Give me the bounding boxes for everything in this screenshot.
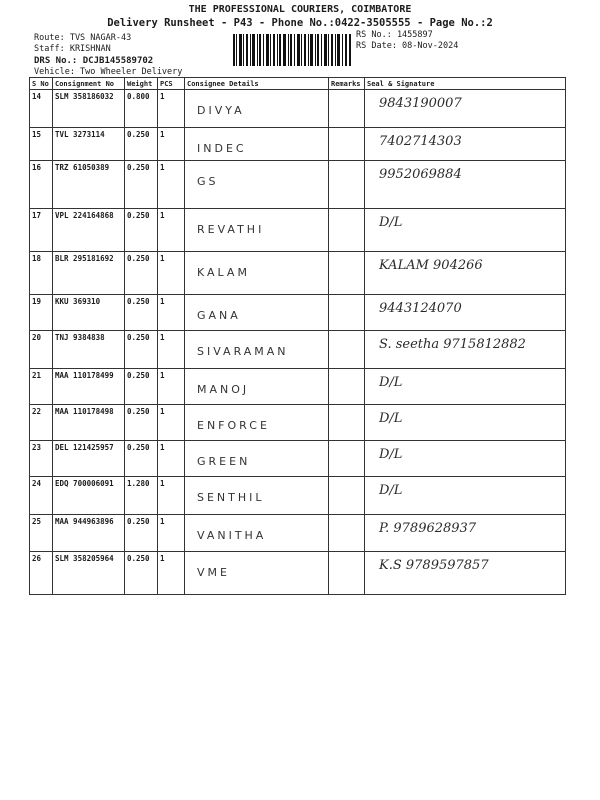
handwritten-signature: 9443124070 [379, 301, 462, 316]
handwritten-signature: 9952069884 [379, 167, 462, 182]
pcs-cell: 1 [158, 369, 185, 405]
col-pcs-header: PCS [158, 78, 185, 90]
weight-cell: 0.250 [125, 295, 158, 331]
weight-cell: 0.250 [125, 369, 158, 405]
pcs-cell: 1 [158, 477, 185, 515]
pcs-cell: 1 [158, 552, 185, 595]
serial-number-cell: 21 [30, 369, 53, 405]
staff-label: Staff: KRISHNAN [34, 43, 111, 54]
pcs-cell: 1 [158, 252, 185, 295]
consignee-name: ENFORCE [197, 419, 270, 432]
serial-number-cell: 18 [30, 252, 53, 295]
consignee-cell [185, 90, 329, 128]
serial-number-cell: 24 [30, 477, 53, 515]
table-row [30, 252, 566, 295]
consignee-name: GS [197, 175, 219, 188]
weight-cell: 0.250 [125, 252, 158, 295]
remarks-cell [329, 552, 365, 595]
remarks-cell [329, 161, 365, 209]
table-row [30, 552, 566, 595]
consignee-cell [185, 161, 329, 209]
table-row [30, 477, 566, 515]
pcs-cell: 1 [158, 209, 185, 252]
handwritten-signature: D/L [379, 411, 403, 426]
weight-cell: 0.250 [125, 209, 158, 252]
remarks-cell [329, 295, 365, 331]
handwritten-signature: 7402714303 [379, 134, 462, 149]
handwritten-signature: KALAM 904266 [379, 258, 483, 273]
remarks-cell [329, 90, 365, 128]
col-consignment-header: Consignment No [53, 78, 125, 90]
consignee-cell [185, 295, 329, 331]
pcs-cell: 1 [158, 295, 185, 331]
remarks-cell [329, 515, 365, 552]
consignment-number-cell: VPL 224164868 [53, 209, 125, 252]
runsheet-rows [30, 90, 566, 595]
weight-cell: 0.250 [125, 161, 158, 209]
weight-cell: 0.250 [125, 405, 158, 441]
table-row [30, 369, 566, 405]
signature-cell [365, 477, 566, 515]
serial-number-cell: 19 [30, 295, 53, 331]
weight-cell: 0.250 [125, 441, 158, 477]
consignment-number-cell: SLM 358205964 [53, 552, 125, 595]
consignee-name: SIVARAMAN [197, 345, 289, 358]
consignee-cell [185, 477, 329, 515]
consignee-cell [185, 128, 329, 161]
runsheet-meta-right [356, 30, 458, 51]
weight-cell: 0.250 [125, 515, 158, 552]
consignee-name: REVATHI [197, 223, 265, 236]
weight-cell: 1.280 [125, 477, 158, 515]
pcs-cell: 1 [158, 128, 185, 161]
signature-cell [365, 90, 566, 128]
company-title: THE PROFESSIONAL COURIERS, COIMBATORE [188, 4, 412, 15]
table-header-row [30, 78, 566, 90]
vehicle-label: Vehicle: Two Wheeler Delivery [34, 66, 183, 77]
table-row [30, 90, 566, 128]
consignee-name: SENTHIL [197, 491, 265, 504]
signature-cell [365, 128, 566, 161]
remarks-cell [329, 405, 365, 441]
signature-cell [365, 295, 566, 331]
route-label: Route: TVS NAGAR-43 [34, 33, 132, 43]
consignment-number-cell: TNJ 9384838 [53, 331, 125, 369]
weight-cell: 0.250 [125, 331, 158, 369]
remarks-cell [329, 252, 365, 295]
table-row [30, 441, 566, 477]
runsheet-subtitle: Delivery Runsheet - P43 - Phone No.:0422-3505555 - Page No.:2 [107, 17, 493, 29]
consignment-number-cell: EDQ 700006091 [53, 477, 125, 515]
serial-number-cell: 25 [30, 515, 53, 552]
drs-number: DRS No.: DCJB145589702 [34, 56, 154, 66]
signature-cell [365, 331, 566, 369]
pcs-cell: 1 [158, 515, 185, 552]
remarks-cell [329, 331, 365, 369]
pcs-cell: 1 [158, 441, 185, 477]
signature-cell [365, 161, 566, 209]
serial-number-cell: 15 [30, 128, 53, 161]
consignment-number-cell: DEL 121425957 [53, 441, 125, 477]
serial-number-cell: 22 [30, 405, 53, 441]
consignee-cell [185, 441, 329, 477]
rs-number: RS No.: 1455897 [356, 30, 433, 40]
table-row [30, 161, 566, 209]
consignment-number-cell: MAA 110178498 [53, 405, 125, 441]
remarks-cell [329, 441, 365, 477]
col-remarks-header: Remarks [329, 78, 365, 90]
consignment-number-cell: SLM 358186032 [53, 90, 125, 128]
signature-cell [365, 209, 566, 252]
serial-number-cell: 23 [30, 441, 53, 477]
consignee-name: GREEN [197, 455, 251, 468]
table-row [30, 209, 566, 252]
handwritten-signature: K.S 9789597857 [379, 558, 489, 573]
consignee-name: GANA [197, 309, 241, 322]
consignment-number-cell: MAA 110178499 [53, 369, 125, 405]
runsheet-table [29, 77, 566, 595]
signature-cell [365, 515, 566, 552]
serial-number-cell: 17 [30, 209, 53, 252]
consignee-cell [185, 209, 329, 252]
table-row [30, 128, 566, 161]
barcode-image [232, 34, 352, 66]
col-consignee-header: Consignee Details [185, 78, 329, 90]
consignee-name: VANITHA [197, 529, 267, 542]
handwritten-signature: D/L [379, 483, 403, 498]
pcs-cell: 1 [158, 90, 185, 128]
handwritten-signature: D/L [379, 215, 403, 230]
pcs-cell: 1 [158, 405, 185, 441]
remarks-cell [329, 477, 365, 515]
signature-cell [365, 252, 566, 295]
consignee-cell [185, 405, 329, 441]
table-row [30, 331, 566, 369]
handwritten-signature: D/L [379, 447, 403, 462]
signature-cell [365, 405, 566, 441]
table-row [30, 295, 566, 331]
serial-number-cell: 20 [30, 331, 53, 369]
consignment-number-cell: MAA 944963896 [53, 515, 125, 552]
serial-number-cell: 26 [30, 552, 53, 595]
consignee-name: KALAM [197, 266, 250, 279]
consignee-cell [185, 331, 329, 369]
consignment-number-cell: KKU 369310 [53, 295, 125, 331]
handwritten-signature: 9843190007 [379, 96, 462, 111]
table-row [30, 515, 566, 552]
remarks-cell [329, 128, 365, 161]
serial-number-cell: 16 [30, 161, 53, 209]
table-row [30, 405, 566, 441]
consignee-cell [185, 552, 329, 595]
col-signature-header: Seal & Signature [365, 78, 566, 90]
handwritten-signature: D/L [379, 375, 403, 390]
signature-cell [365, 441, 566, 477]
weight-cell: 0.800 [125, 90, 158, 128]
consignment-number-cell: TRZ 61050389 [53, 161, 125, 209]
consignee-cell [185, 369, 329, 405]
consignee-cell [185, 515, 329, 552]
consignee-cell [185, 252, 329, 295]
consignee-name: MANOJ [197, 383, 250, 396]
col-sno-header: S No [30, 78, 53, 90]
runsheet-meta-left [34, 33, 182, 77]
weight-cell: 0.250 [125, 552, 158, 595]
rs-date: RS Date: 08-Nov-2024 [356, 40, 459, 51]
pcs-cell: 1 [158, 161, 185, 209]
handwritten-signature: P. 9789628937 [379, 521, 477, 536]
serial-number-cell: 14 [30, 90, 53, 128]
consignee-name: INDEC [197, 142, 247, 155]
signature-cell [365, 552, 566, 595]
consignee-name: DIVYA [197, 104, 245, 117]
weight-cell: 0.250 [125, 128, 158, 161]
remarks-cell [329, 209, 365, 252]
consignee-name: VME [197, 566, 230, 579]
handwritten-signature: S. seetha 9715812882 [379, 337, 526, 352]
col-weight-header: Weight [125, 78, 158, 90]
signature-cell [365, 369, 566, 405]
remarks-cell [329, 369, 365, 405]
consignment-number-cell: TVL 3273114 [53, 128, 125, 161]
consignment-number-cell: BLR 295181692 [53, 252, 125, 295]
pcs-cell: 1 [158, 331, 185, 369]
